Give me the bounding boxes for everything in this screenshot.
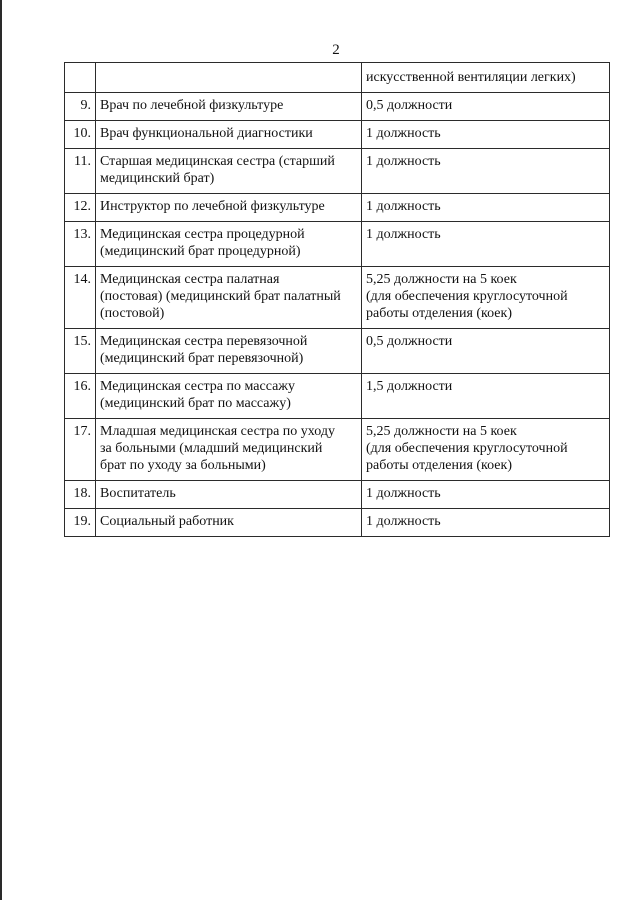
position-cell: Врач функциональной диагностики [96, 121, 362, 149]
table-row [65, 481, 610, 509]
row-number-cell: 10. [65, 121, 96, 149]
quantity-cell: 1 должность [362, 222, 610, 267]
table-row [65, 267, 610, 329]
position-cell: Инструктор по лечебной физкультуре [96, 194, 362, 222]
quantity-cell: 1 должность [362, 194, 610, 222]
quantity-cell: 0,5 должности [362, 93, 610, 121]
row-number-cell: 15. [65, 329, 96, 374]
page-number: 2 [332, 42, 340, 58]
position-cell: Младшая медицинская сестра по уходу за больными (младший медицинский брат по уходу за больными) [96, 419, 362, 481]
quantity-cell: 1 должность [362, 149, 610, 194]
position-cell: Медицинская сестра перевязочной (медицинский брат перевязочной) [96, 329, 362, 374]
position-cell: Старшая медицинская сестра (старший медицинский брат) [96, 149, 362, 194]
quantity-cell: 1,5 должности [362, 374, 610, 419]
row-number-cell: 9. [65, 93, 96, 121]
table-row [65, 121, 610, 149]
table-row [65, 149, 610, 194]
staffing-table-body [65, 63, 610, 537]
row-number-cell: 17. [65, 419, 96, 481]
staffing-table [64, 62, 610, 537]
table-row [65, 93, 610, 121]
position-cell: Медицинская сестра процедурной (медицинский брат процедурной) [96, 222, 362, 267]
table-row [65, 374, 610, 419]
position-cell: Медицинская сестра палатная (постовая) (медицинский брат палатный (постовой) [96, 267, 362, 329]
quantity-cell: 1 должность [362, 509, 610, 537]
position-cell: Социальный работник [96, 509, 362, 537]
position-cell: Медицинская сестра по массажу (медицинский брат по массажу) [96, 374, 362, 419]
row-number-cell: 12. [65, 194, 96, 222]
table-row [65, 509, 610, 537]
quantity-cell: 5,25 должности на 5 коек (для обеспечения круглосуточной работы отделения (коек) [362, 267, 610, 329]
scan-edge-line [0, 0, 2, 900]
table-row-continuation [65, 63, 610, 93]
quantity-cell: искусственной вентиляции легких) [362, 63, 610, 93]
row-number-cell: 14. [65, 267, 96, 329]
position-cell: Воспитатель [96, 481, 362, 509]
position-cell [96, 63, 362, 93]
row-number-cell: 19. [65, 509, 96, 537]
quantity-cell: 0,5 должности [362, 329, 610, 374]
quantity-cell: 5,25 должности на 5 коек (для обеспечения круглосуточной работы отделения (коек) [362, 419, 610, 481]
row-number-cell: 16. [65, 374, 96, 419]
position-cell: Врач по лечебной физкультуре [96, 93, 362, 121]
row-number-cell: 11. [65, 149, 96, 194]
row-number-cell [65, 63, 96, 93]
table-row [65, 222, 610, 267]
quantity-cell: 1 должность [362, 481, 610, 509]
table-row [65, 194, 610, 222]
row-number-cell: 18. [65, 481, 96, 509]
table-row [65, 329, 610, 374]
table-row [65, 419, 610, 481]
row-number-cell: 13. [65, 222, 96, 267]
quantity-cell: 1 должность [362, 121, 610, 149]
